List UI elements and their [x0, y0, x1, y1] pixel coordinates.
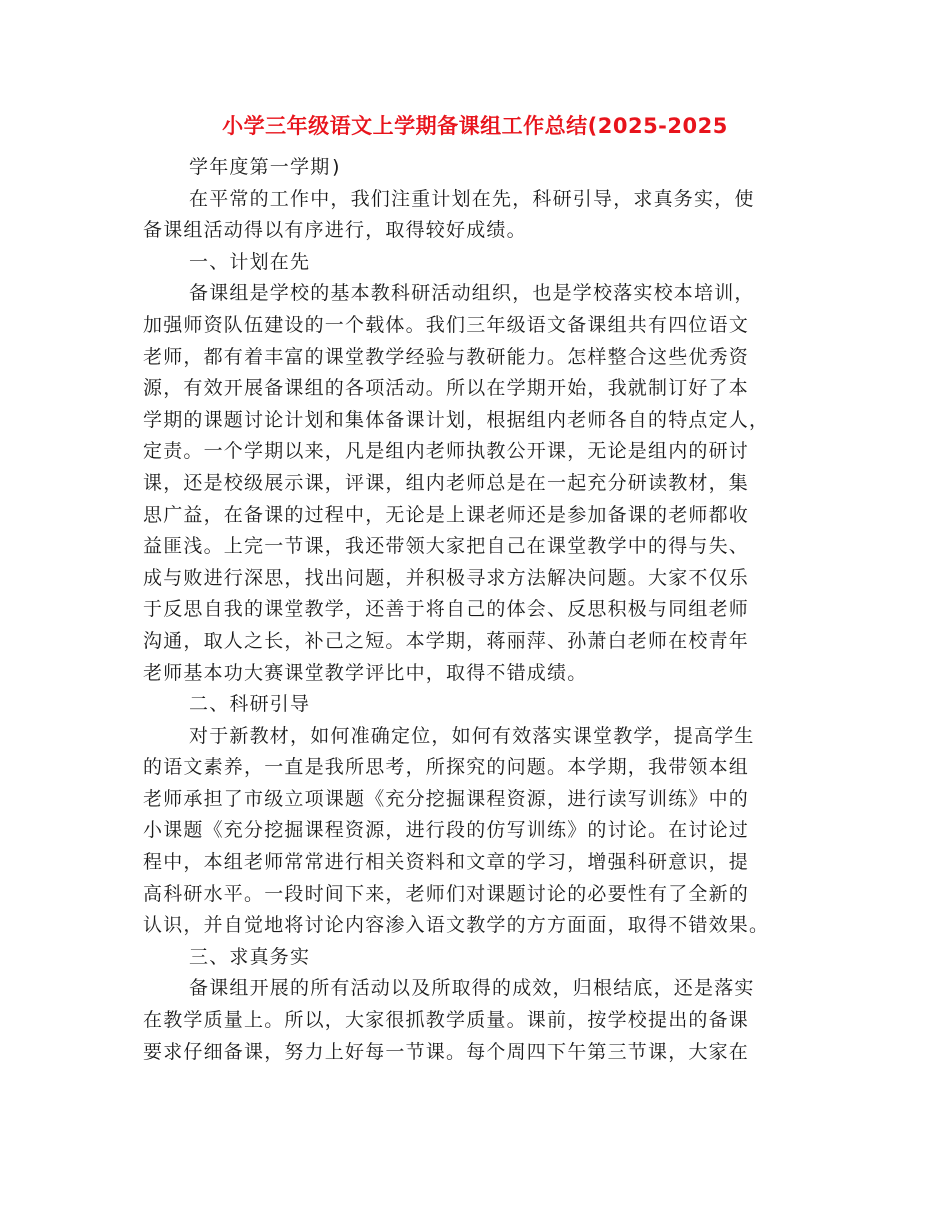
text-line: 对于新教材，如何准确定位，如何有效落实课堂教学，提高学生 [189, 724, 755, 747]
text-line: 的语文素养，一直是我所思考，所探究的问题。本学期，我带领本组 [143, 756, 750, 779]
text-line: 在平常的工作中，我们注重计划在先，科研引导，求真务实，使 [189, 187, 755, 210]
text-line: 二、科研引导 [189, 693, 311, 716]
text-line: 学期的课题讨论计划和集体备课计划，根据组内老师各自的特点定人， [143, 408, 770, 431]
text-line: 老师承担了市级立项课题《充分挖掘课程资源，进行读写训练》中的 [143, 787, 750, 810]
text-line: 要求仔细备课，努力上好每一节课。每个周四下午第三节课，大家在 [143, 1040, 750, 1063]
document-body [143, 152, 803, 1068]
text-line: 一、计划在先 [189, 250, 311, 273]
text-line: 源，有效开展备课组的各项活动。所以在学期开始，我就制订好了本 [143, 377, 750, 400]
text-line: 沟通，取人之长，补己之短。本学期，蒋丽萍、孙萧白老师在校青年 [143, 629, 750, 652]
text-line: 于反思自我的课堂教学，还善于将自己的体会、反思积极与同组老师 [143, 598, 750, 621]
text-line: 备课组活动得以有序进行，取得较好成绩。 [143, 219, 527, 242]
text-line: 加强师资队伍建设的一个载体。我们三年级语文备课组共有四位语文 [143, 313, 750, 336]
text-line: 益匪浅。上完一节课，我还带领大家把自己在课堂教学中的得与失、 [143, 535, 750, 558]
text-line: 小课题《充分挖掘课程资源，进行段的仿写训练》的讨论。在讨论过 [143, 819, 750, 842]
text-line: 老师基本功大赛课堂教学评比中，取得不错成绩。 [143, 661, 588, 684]
text-line: 学年度第一学期) [189, 156, 344, 178]
text-line: 备课组开展的所有活动以及所取得的成效，归根结底，还是落实 [189, 977, 755, 1000]
document-title: 小学三年级语文上学期备课组工作总结(2025-2025 [222, 114, 728, 138]
text-line: 认识，并自觉地将讨论内容渗入语文教学的方方面面，取得不错效果。 [143, 914, 770, 937]
text-line: 定责。一个学期以来，凡是组内老师执教公开课，无论是组内的研讨 [143, 440, 750, 463]
text-line: 课，还是校级展示课，评课，组内老师总是在一起充分研读教材，集 [143, 471, 750, 494]
text-line: 程中，本组老师常常进行相关资料和文章的学习，增强科研意识，提 [143, 851, 750, 874]
text-line: 三、求真务实 [189, 945, 311, 968]
text-line: 成与败进行深思，找出问题，并积极寻求方法解决问题。大家不仅乐 [143, 566, 750, 589]
text-line: 高科研水平。一段时间下来，老师们对课题讨论的必要性有了全新的 [143, 882, 750, 905]
text-line: 老师，都有着丰富的课堂教学经验与教研能力。怎样整合这些优秀资 [143, 345, 750, 368]
text-line: 备课组是学校的基本教科研活动组织，也是学校落实校本培训， [189, 282, 755, 305]
text-line: 在教学质量上。所以，大家很抓教学质量。课前，按学校提出的备课 [143, 1009, 750, 1032]
text-line: 思广益，在备课的过程中，无论是上课老师还是参加备课的老师都收 [143, 503, 750, 526]
